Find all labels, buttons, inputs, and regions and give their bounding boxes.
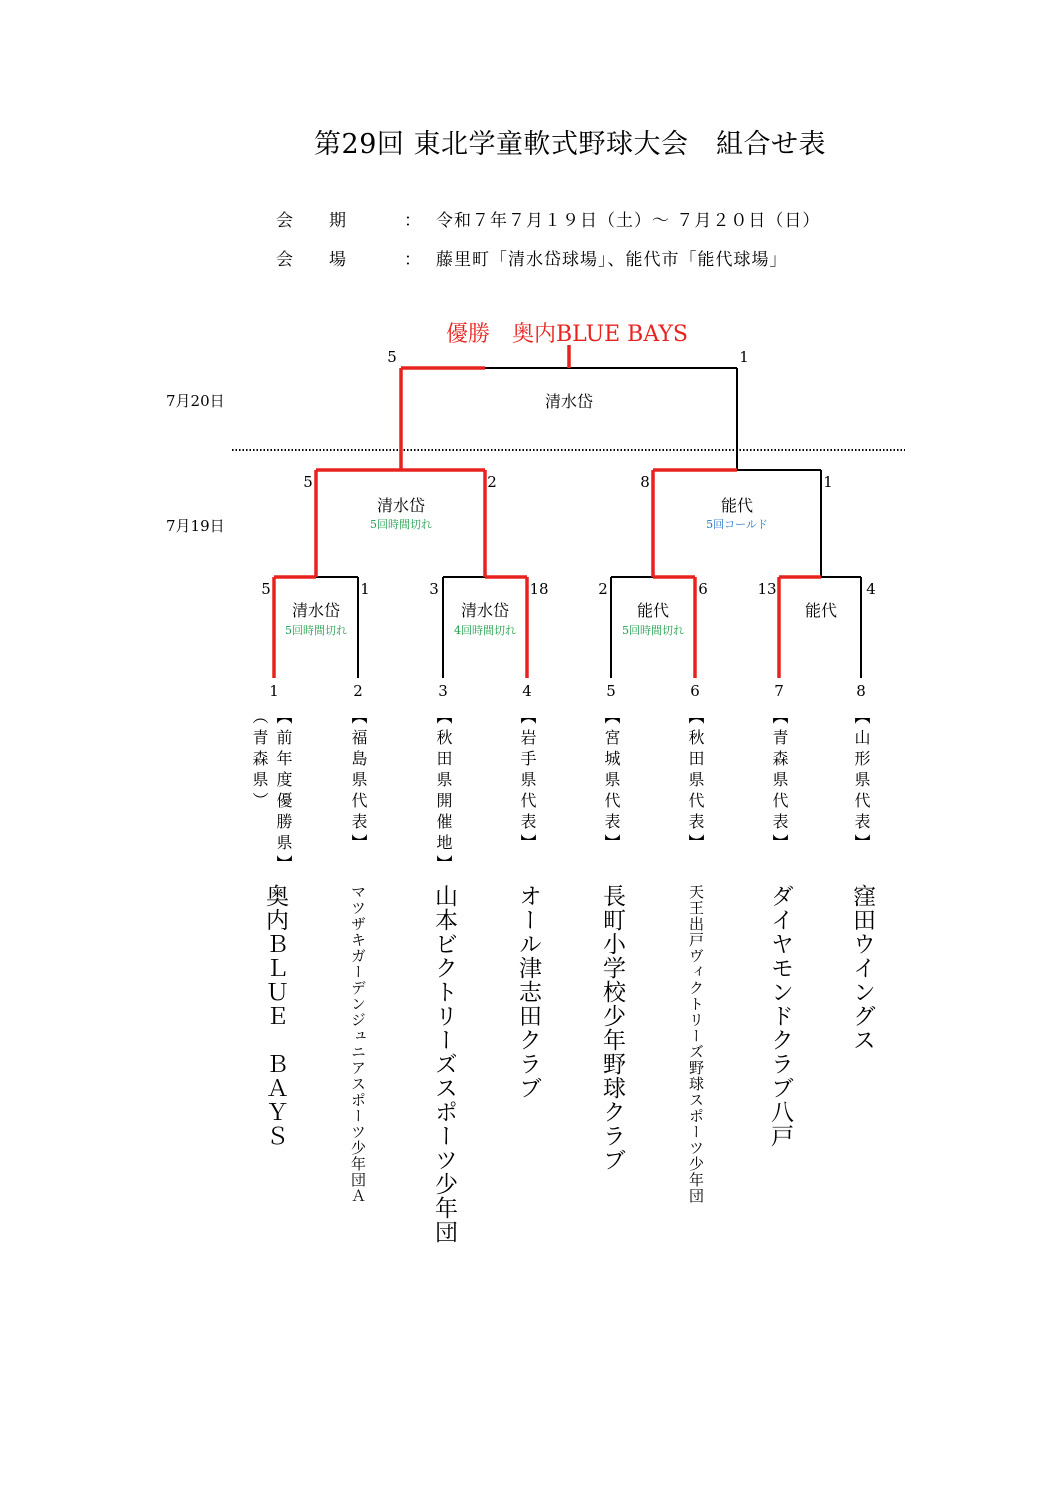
sf2-venue: 能代 (720, 496, 754, 515)
r1-4-score-right: 4 (866, 580, 876, 598)
r1-1-score-right: 1 (360, 580, 370, 598)
final-score-right: 1 (739, 348, 749, 366)
sf2-note: 5回コールド (706, 518, 768, 531)
team-prefecture: 【宮城県代表】 (602, 708, 621, 855)
r1-2-score-left: 3 (429, 580, 439, 598)
r1-3-note: 5回時間切れ (622, 624, 684, 637)
sf1-score-left: 5 (303, 473, 313, 491)
slot-number: 4 (522, 682, 532, 700)
venue-colon: ： (404, 250, 421, 270)
r1-2-score-right: 18 (529, 580, 549, 598)
r1-4-score-left: 13 (757, 580, 777, 598)
team-name: 天王出戸ヴィクトリーズ野球スポーツ少年団 (687, 884, 705, 1204)
slot-number: 6 (690, 682, 700, 700)
date-final: 7月20日 (166, 392, 225, 410)
r1-3-score-right: 6 (698, 580, 708, 598)
team-prefecture: 【山形県代表】 (852, 708, 871, 855)
r1-3-venue: 能代 (636, 601, 670, 620)
team-prefecture: 【秋田県開催地】 (434, 708, 453, 876)
r1-4-venue: 能代 (804, 601, 838, 620)
date-day1: 7月19日 (166, 517, 225, 535)
r1-1-note: 5回時間切れ (285, 624, 347, 637)
venue-label: 会場 (276, 250, 382, 270)
slot-number: 8 (856, 682, 866, 700)
slot-number: 7 (774, 682, 784, 700)
period-value: 令和７年７月１９日（土）～ ７月２０日（日） (436, 211, 821, 231)
r1-2-note: 4回時間切れ (454, 624, 516, 637)
slot-number: 1 (269, 682, 279, 700)
team-prefecture: 【前年度優勝県】 (274, 708, 293, 876)
team-name: 長町小学校少年野球クラブ (599, 884, 625, 1172)
page-title: 第29回 東北学童軟式野球大会 組合せ表 (314, 129, 826, 160)
sf2-score-right: 1 (823, 473, 833, 491)
final-score-left: 5 (387, 348, 397, 366)
sf1-note: 5回時間切れ (370, 518, 432, 531)
slot-number: 5 (606, 682, 616, 700)
slot-number: 2 (353, 682, 363, 700)
champion-label: 優勝 奥内BLUE BAYS (446, 322, 688, 347)
venue-value: 藤里町「清水岱球場」、能代市「能代球場」 (436, 250, 788, 270)
sf1-venue: 清水岱 (376, 496, 426, 515)
r1-1-score-left: 5 (261, 580, 271, 598)
r1-3-score-left: 2 (598, 580, 608, 598)
r1-1-venue: 清水岱 (291, 601, 341, 620)
period-label: 会期 (276, 211, 382, 231)
team-name: 窪田ウイングス (849, 884, 875, 1052)
team-prefecture-sub: （青森県） (250, 708, 269, 813)
team-name: オール津志田クラブ (515, 884, 541, 1100)
slot-number: 3 (438, 682, 448, 700)
team-name: マツザキガーデンジュニアスポーツ少年団Ａ (349, 884, 367, 1204)
sf1-score-right: 2 (487, 473, 497, 491)
team-name: ダイヤモンドクラブ八戸 (767, 884, 793, 1148)
team-prefecture: 【青森県代表】 (770, 708, 789, 855)
final-venue: 清水岱 (544, 392, 594, 411)
team-prefecture: 【福島県代表】 (349, 708, 368, 855)
team-prefecture: 【岩手県代表】 (518, 708, 537, 855)
team-prefecture: 【秋田県代表】 (686, 708, 705, 855)
period-colon: ： (404, 211, 421, 231)
r1-2-venue: 清水岱 (460, 601, 510, 620)
team-name: 奥内ＢＬＵＥ ＢＡＹＳ (262, 884, 288, 1148)
sf2-score-left: 8 (640, 473, 650, 491)
team-name: 山本ビクトリーズスポーツ少年団 (431, 884, 457, 1244)
